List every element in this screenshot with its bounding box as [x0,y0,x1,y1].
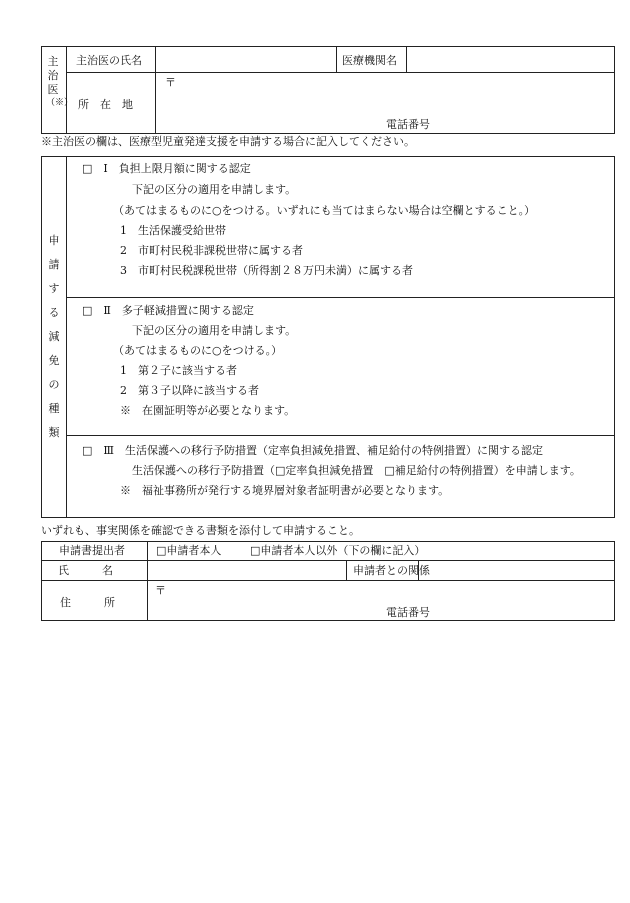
item2-option-2[interactable]: 2 第３子以降に該当する者 [120,384,259,397]
item2-note: ※ 在園証明等が必要となります。 [120,404,296,417]
submitter-address-field[interactable] [170,583,610,603]
doctor-name-label: 主治医の氏名 [76,54,142,67]
item3-apply-text: 生活保護への移行予防措置（□定率負担減免措置 □補足給付の特例措置）を申請します。 [132,464,581,477]
submitter-postal-mark: 〒 [155,584,166,597]
item2-instruction: （あてはまるものに○をつける。） [113,344,283,357]
item2-title[interactable]: □ Ⅱ 多子軽減措置に関する認定 [82,304,254,317]
submitter-phone-label: 電話番号 [386,606,430,619]
item2-apply-text: 下記の区分の適用を申請します。 [132,324,297,337]
item1-option-2[interactable]: 2 市町村民税非課税世帯に属する者 [120,244,303,257]
submitter-label: 申請書提出者 [59,544,125,557]
institution-label: 医療機関名 [342,54,397,67]
document-note: いずれも、事実関係を確認できる書類を添付して申請すること。 [41,524,360,537]
item1-option-1[interactable]: 1 生活保護受給世帯 [120,224,226,237]
submitter-option-other[interactable]: □申請者本人以外（下の欄に記入） [250,544,426,557]
item3-note: ※ 福祉事務所が発行する境界層対象者証明書が必要となります。 [120,484,450,497]
reduction-side-label: 申 請 す る 減 免 の 種 類 [48,234,60,439]
doctor-note: ※主治医の欄は、医療型児童発達支援を申請する場合に記入してください。 [41,135,415,148]
item1-apply-text: 下記の区分の適用を申請します。 [132,183,297,196]
item1-option-3[interactable]: 3 市町村民税課税世帯（所得割２８万円未満）に属する者 [120,264,413,277]
item2-option-1[interactable]: 1 第２子に該当する者 [120,364,237,377]
doctor-phone-label: 電話番号 [386,118,430,131]
relation-field[interactable] [421,562,611,578]
submitter-name-field[interactable] [150,562,342,578]
institution-field[interactable] [409,48,612,70]
doctor-address-field[interactable] [180,75,610,115]
doctor-side-label: 主 治 医 （※） [46,55,74,108]
item1-title[interactable]: □ Ⅰ 負担上限月額に関する認定 [82,162,251,175]
doctor-postal-mark: 〒 [165,76,176,89]
doctor-address-label: 所 在 地 [78,98,133,111]
submitter-name-label: 氏 名 [58,564,113,577]
item3-title[interactable]: □ Ⅲ 生活保護への移行予防措置（定率負担減免措置、補足給付の特例措置）に関する認定 [82,444,543,457]
doctor-name-field[interactable] [158,48,333,70]
submitter-option-self[interactable]: □申請者本人 [156,544,222,557]
submitter-address-label: 住 所 [60,596,115,609]
item1-instruction: （あてはまるものに○をつける。いずれにも当てはまらない場合は空欄とすること。） [113,204,536,217]
relation-label: 申請者との関係 [353,564,430,577]
